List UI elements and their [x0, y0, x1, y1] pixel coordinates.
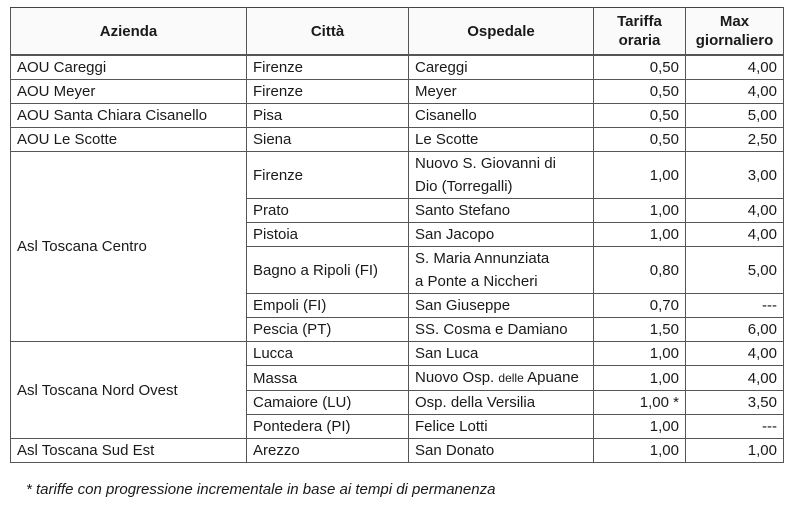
- cell-tariffa: 1,00: [594, 439, 686, 463]
- cell-azienda-group: Asl Toscana Centro: [11, 152, 247, 342]
- cell-tariffa: 1,00: [594, 342, 686, 366]
- table-row: [11, 439, 784, 463]
- cell-ospedale: Meyer: [409, 80, 594, 104]
- cell-ospedale: San Donato: [409, 439, 594, 463]
- cell-tariffa: 1,50: [594, 318, 686, 342]
- cell-tariffa: 0,50: [594, 80, 686, 104]
- cell-citta: Firenze: [247, 80, 409, 104]
- parking-tariff-table: [10, 7, 784, 463]
- cell-citta: Bagno a Ripoli (FI): [247, 247, 409, 294]
- cell-max: 4,00: [686, 55, 784, 80]
- header-row: [11, 8, 784, 56]
- cell-max: ---: [686, 294, 784, 318]
- cell-max: ---: [686, 415, 784, 439]
- cell-tariffa: 0,50: [594, 104, 686, 128]
- cell-azienda: Asl Toscana Sud Est: [11, 439, 247, 463]
- header-tariffa: Tariffa oraria: [594, 8, 686, 56]
- cell-ospedale: Careggi: [409, 55, 594, 80]
- cell-tariffa: 1,00 *: [594, 391, 686, 415]
- cell-azienda: AOU Meyer: [11, 80, 247, 104]
- cell-max: 4,00: [686, 199, 784, 223]
- table-row: [11, 342, 784, 366]
- table-row: [11, 104, 784, 128]
- cell-citta: Pescia (PT): [247, 318, 409, 342]
- cell-ospedale: SS. Cosma e Damiano: [409, 318, 594, 342]
- cell-max: 4,00: [686, 223, 784, 247]
- table-row: [11, 55, 784, 80]
- cell-azienda-group: Asl Toscana Nord Ovest: [11, 342, 247, 439]
- cell-citta: Prato: [247, 199, 409, 223]
- cell-max: 3,50: [686, 391, 784, 415]
- cell-citta: Lucca: [247, 342, 409, 366]
- cell-tariffa: 0,50: [594, 128, 686, 152]
- cell-azienda: AOU Careggi: [11, 55, 247, 80]
- table-row: [11, 128, 784, 152]
- footnote: * tariffe con progressione incrementale in base ai tempi di permanenza: [26, 481, 496, 498]
- cell-citta: Firenze: [247, 152, 409, 199]
- header-max: Max giornaliero: [686, 8, 784, 56]
- cell-citta: Empoli (FI): [247, 294, 409, 318]
- cell-tariffa: 0,50: [594, 55, 686, 80]
- cell-citta: Firenze: [247, 55, 409, 80]
- cell-tariffa: 0,70: [594, 294, 686, 318]
- cell-citta: Pisa: [247, 104, 409, 128]
- cell-ospedale: S. Maria Annunziata a Ponte a Niccheri: [409, 247, 594, 294]
- cell-ospedale: Nuovo S. Giovanni di Dio (Torregalli): [409, 152, 594, 199]
- cell-max: 3,00: [686, 152, 784, 199]
- cell-tariffa: 1,00: [594, 223, 686, 247]
- cell-azienda: AOU Le Scotte: [11, 128, 247, 152]
- cell-ospedale: Felice Lotti: [409, 415, 594, 439]
- cell-tariffa: 1,00: [594, 199, 686, 223]
- cell-ospedale: Osp. della Versilia: [409, 391, 594, 415]
- cell-max: 4,00: [686, 342, 784, 366]
- cell-max: 4,00: [686, 366, 784, 391]
- cell-max: 1,00: [686, 439, 784, 463]
- cell-citta: Arezzo: [247, 439, 409, 463]
- cell-citta: Siena: [247, 128, 409, 152]
- header-citta: Città: [247, 8, 409, 56]
- header-ospedale: Ospedale: [409, 8, 594, 56]
- cell-tariffa: 1,00: [594, 152, 686, 199]
- cell-ospedale: San Giuseppe: [409, 294, 594, 318]
- cell-citta: Massa: [247, 366, 409, 391]
- cell-ospedale: Santo Stefano: [409, 199, 594, 223]
- cell-ospedale: Nuovo Osp. delle Apuane: [409, 366, 594, 391]
- cell-citta: Camaiore (LU): [247, 391, 409, 415]
- cell-ospedale: Le Scotte: [409, 128, 594, 152]
- cell-ospedale: San Jacopo: [409, 223, 594, 247]
- table-row: [11, 152, 784, 199]
- cell-max: 5,00: [686, 104, 784, 128]
- cell-tariffa: 1,00: [594, 366, 686, 391]
- cell-tariffa: 1,00: [594, 415, 686, 439]
- cell-max: 2,50: [686, 128, 784, 152]
- cell-azienda: AOU Santa Chiara Cisanello: [11, 104, 247, 128]
- cell-ospedale: Cisanello: [409, 104, 594, 128]
- cell-citta: Pistoia: [247, 223, 409, 247]
- cell-max: 4,00: [686, 80, 784, 104]
- cell-citta: Pontedera (PI): [247, 415, 409, 439]
- cell-ospedale: San Luca: [409, 342, 594, 366]
- cell-max: 6,00: [686, 318, 784, 342]
- table-row: [11, 80, 784, 104]
- cell-tariffa: 0,80: [594, 247, 686, 294]
- cell-max: 5,00: [686, 247, 784, 294]
- header-azienda: Azienda: [11, 8, 247, 56]
